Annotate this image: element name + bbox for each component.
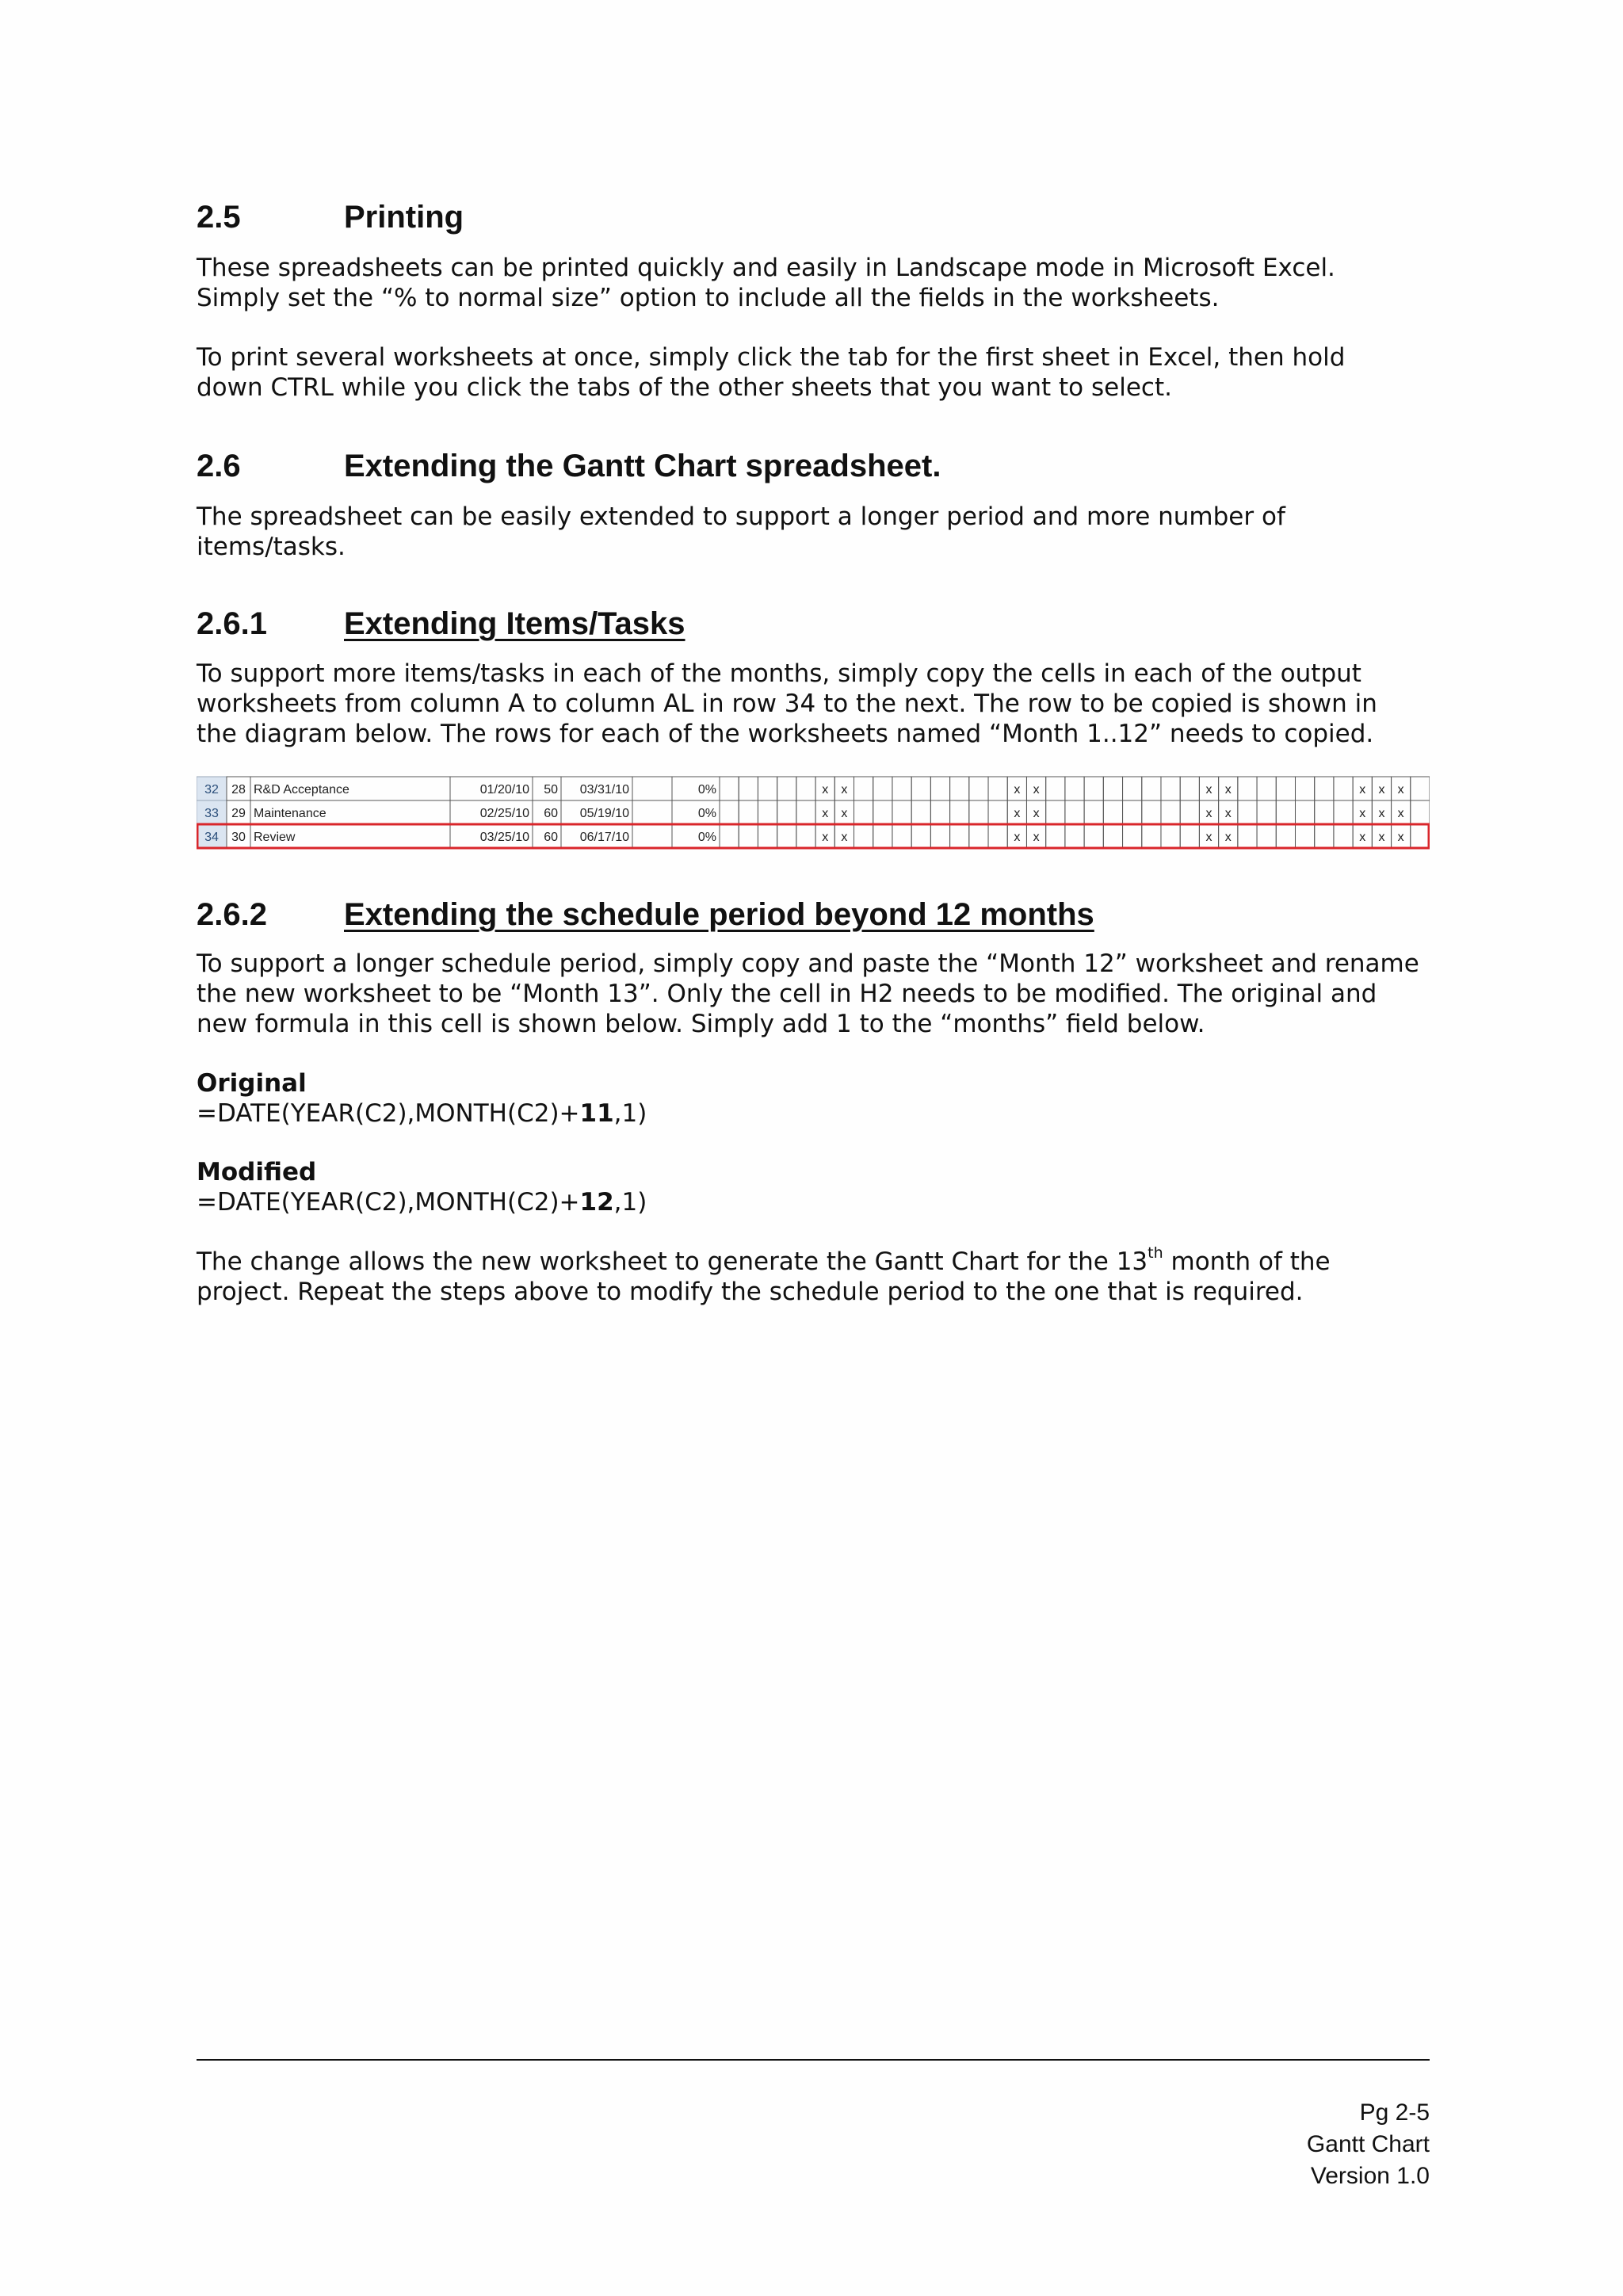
day-cell bbox=[911, 824, 930, 848]
day-cell bbox=[1257, 824, 1276, 848]
day-cell bbox=[1103, 777, 1122, 800]
closing-paragraph bbox=[197, 1244, 1433, 1307]
sheet-cell-text: 0% bbox=[697, 831, 716, 844]
day-mark: x bbox=[1378, 831, 1385, 844]
day-mark: x bbox=[1224, 807, 1232, 820]
sheet-cell-text: 0% bbox=[697, 783, 716, 797]
day-cell bbox=[1180, 800, 1199, 824]
day-mark: x bbox=[841, 807, 848, 820]
document-version: Version 1.0 bbox=[1310, 2163, 1430, 2189]
sheet-cell-text: 03/25/10 bbox=[479, 831, 529, 844]
spreadsheet-rows-image bbox=[197, 775, 1430, 851]
sheet-cell-text: 30 bbox=[231, 831, 246, 844]
day-cell bbox=[1334, 824, 1353, 848]
day-cell bbox=[1084, 800, 1103, 824]
day-cell bbox=[1295, 777, 1314, 800]
day-mark: x bbox=[1359, 783, 1366, 797]
sheet-cell-text: 28 bbox=[231, 783, 246, 797]
day-cell bbox=[1238, 824, 1257, 848]
day-mark: x bbox=[1359, 831, 1366, 844]
day-cell bbox=[1276, 800, 1295, 824]
sheet-cell-text: 34 bbox=[204, 831, 219, 844]
sheet-cell-text: 29 bbox=[231, 807, 246, 820]
heading-title: Printing bbox=[344, 200, 464, 235]
footer-rule bbox=[197, 2059, 1430, 2061]
extending-paragraph bbox=[197, 502, 1433, 562]
day-cell bbox=[720, 777, 739, 800]
day-cell bbox=[1161, 800, 1180, 824]
original-label: Original bbox=[197, 1069, 307, 1098]
day-cell bbox=[1295, 824, 1314, 848]
day-cell bbox=[1142, 777, 1161, 800]
sheet-cell-text: 06/17/10 bbox=[579, 831, 629, 844]
day-cell bbox=[1411, 800, 1430, 824]
day-mark: x bbox=[841, 783, 848, 797]
day-cell bbox=[988, 800, 1007, 824]
text-line: worksheets from column A to column AL in row 34 to the next. The row to be copied is shown in bbox=[197, 690, 1377, 718]
day-mark: x bbox=[1224, 831, 1232, 844]
printing-paragraph-2 bbox=[197, 342, 1433, 403]
day-cell bbox=[969, 800, 988, 824]
heading-title: Extending Items/Tasks bbox=[344, 606, 685, 641]
day-cell bbox=[720, 800, 739, 824]
day-cell bbox=[1180, 824, 1199, 848]
text-line: items/tasks. bbox=[197, 533, 346, 561]
day-cell bbox=[1103, 824, 1122, 848]
sheet-cell-text: 33 bbox=[204, 807, 219, 820]
day-cell bbox=[1142, 824, 1161, 848]
day-cell bbox=[777, 777, 796, 800]
text-line: The spreadsheet can be easily extended to support a longer period and more number of bbox=[197, 502, 1285, 531]
day-cell bbox=[911, 777, 930, 800]
day-cell bbox=[739, 777, 758, 800]
day-cell bbox=[950, 800, 969, 824]
heading-title: Extending the Gantt Chart spreadsheet. bbox=[344, 449, 941, 483]
sheet-cell-text: 01/20/10 bbox=[479, 783, 529, 797]
sheet-cell-text: 50 bbox=[544, 783, 558, 797]
day-cell bbox=[930, 777, 949, 800]
day-cell bbox=[1180, 777, 1199, 800]
day-mark: x bbox=[1224, 783, 1232, 797]
day-cell bbox=[969, 824, 988, 848]
day-mark: x bbox=[1033, 783, 1040, 797]
sheet-cell-text: Maintenance bbox=[254, 807, 327, 820]
day-cell bbox=[1315, 777, 1334, 800]
day-mark: x bbox=[822, 783, 829, 797]
page-number: Pg 2-5 bbox=[1359, 2099, 1430, 2126]
heading-number: 2.6.1 bbox=[197, 606, 267, 641]
day-cell bbox=[911, 800, 930, 824]
day-mark: x bbox=[1397, 807, 1404, 820]
day-cell bbox=[739, 824, 758, 848]
day-mark: x bbox=[1397, 831, 1404, 844]
printing-paragraph-1 bbox=[197, 253, 1433, 313]
day-mark: x bbox=[822, 807, 829, 820]
day-cell bbox=[1257, 800, 1276, 824]
day-mark: x bbox=[1014, 831, 1021, 844]
day-cell bbox=[1065, 800, 1084, 824]
day-cell bbox=[1046, 777, 1065, 800]
day-mark: x bbox=[1205, 807, 1212, 820]
formula-prefix: =DATE(YEAR(C2),MONTH(C2)+ bbox=[197, 1099, 580, 1128]
day-cell bbox=[1065, 777, 1084, 800]
text-line: To support a longer schedule period, simply copy and paste the “Month 12” worksheet and rename bbox=[197, 949, 1419, 978]
day-cell bbox=[1084, 777, 1103, 800]
text-line: down CTRL while you click the tabs of the other sheets that you want to select. bbox=[197, 373, 1172, 402]
day-cell bbox=[969, 777, 988, 800]
heading-number: 2.6 bbox=[197, 449, 241, 483]
day-cell bbox=[1411, 777, 1430, 800]
sheet-cell-text: 05/19/10 bbox=[579, 807, 629, 820]
day-cell bbox=[873, 824, 892, 848]
text-line: project. Repeat the steps above to modify the schedule period to the one that is required. bbox=[197, 1278, 1304, 1306]
text-line: These spreadsheets can be printed quickly and easily in Landscape mode in Microsoft Excel. bbox=[197, 254, 1335, 282]
day-cell bbox=[1046, 800, 1065, 824]
day-mark: x bbox=[1397, 783, 1404, 797]
sheet-cell-text: 60 bbox=[544, 807, 558, 820]
day-mark: x bbox=[1378, 783, 1385, 797]
day-cell bbox=[1276, 824, 1295, 848]
copied-row-highlight bbox=[197, 824, 1429, 848]
day-mark: x bbox=[841, 831, 848, 844]
day-cell bbox=[758, 824, 777, 848]
sheet-cell bbox=[632, 777, 672, 800]
day-cell bbox=[1046, 824, 1065, 848]
day-cell bbox=[892, 777, 911, 800]
day-cell bbox=[1142, 800, 1161, 824]
day-cell bbox=[1123, 777, 1142, 800]
sheet-cell-text: 32 bbox=[204, 783, 219, 797]
day-mark: x bbox=[1014, 807, 1021, 820]
day-mark: x bbox=[1033, 807, 1040, 820]
sheet-cell-text: 02/25/10 bbox=[479, 807, 529, 820]
original-formula bbox=[197, 1098, 647, 1129]
sheet-cell bbox=[632, 800, 672, 824]
day-cell bbox=[873, 800, 892, 824]
text-line: To support more items/tasks in each of the months, simply copy the cells in each of the output bbox=[197, 659, 1361, 688]
sheet-cell-text: 0% bbox=[697, 807, 716, 820]
day-cell bbox=[739, 800, 758, 824]
day-cell bbox=[777, 800, 796, 824]
day-cell bbox=[892, 824, 911, 848]
day-cell bbox=[988, 777, 1007, 800]
text-line: the diagram below. The rows for each of the worksheets named “Month 1..12” needs to copied. bbox=[197, 720, 1374, 748]
page-footer bbox=[1307, 2097, 1430, 2192]
day-cell bbox=[796, 800, 815, 824]
formula-months: 12 bbox=[579, 1188, 614, 1217]
day-cell bbox=[1238, 777, 1257, 800]
day-mark: x bbox=[1359, 807, 1366, 820]
day-cell bbox=[758, 800, 777, 824]
sheet-cell-text: Review bbox=[254, 831, 296, 844]
schedule-paragraph bbox=[197, 949, 1433, 1039]
day-cell bbox=[1084, 824, 1103, 848]
day-cell bbox=[1276, 777, 1295, 800]
day-cell bbox=[796, 777, 815, 800]
text-segment: month of the bbox=[1163, 1247, 1331, 1276]
day-cell bbox=[930, 800, 949, 824]
day-cell bbox=[1295, 800, 1314, 824]
sheet-cell-text: 03/31/10 bbox=[579, 783, 629, 797]
document-title: Gantt Chart bbox=[1306, 2131, 1430, 2157]
text-line: Simply set the “% to normal size” option to include all the fields in the worksheets. bbox=[197, 284, 1220, 312]
day-cell bbox=[892, 800, 911, 824]
day-cell bbox=[1238, 800, 1257, 824]
day-cell bbox=[796, 824, 815, 848]
day-cell bbox=[1161, 824, 1180, 848]
day-cell bbox=[1411, 824, 1430, 848]
day-cell bbox=[988, 824, 1007, 848]
day-cell bbox=[854, 824, 873, 848]
day-mark: x bbox=[822, 831, 829, 844]
day-mark: x bbox=[1205, 783, 1212, 797]
text-line: new formula in this cell is shown below. Simply add 1 to the “months” field below. bbox=[197, 1010, 1205, 1038]
heading-number: 2.6.2 bbox=[197, 897, 267, 932]
day-cell bbox=[1334, 777, 1353, 800]
heading-number: 2.5 bbox=[197, 200, 241, 235]
spreadsheet-snippet bbox=[197, 775, 1430, 851]
formula-prefix: =DATE(YEAR(C2),MONTH(C2)+ bbox=[197, 1188, 580, 1217]
modified-label: Modified bbox=[197, 1158, 317, 1186]
day-cell bbox=[758, 777, 777, 800]
text-line: the new worksheet to be “Month 13”. Only the cell in H2 needs to be modified. The original and bbox=[197, 980, 1377, 1008]
day-cell bbox=[720, 824, 739, 848]
day-mark: x bbox=[1378, 807, 1385, 820]
formula-suffix: ,1) bbox=[613, 1099, 647, 1128]
day-cell bbox=[777, 824, 796, 848]
day-cell bbox=[873, 777, 892, 800]
day-cell bbox=[1123, 824, 1142, 848]
day-cell bbox=[854, 777, 873, 800]
text-line: To print several worksheets at once, simply click the tab for the first sheet in Excel, then hold bbox=[197, 343, 1346, 372]
sheet-cell-text: R&D Acceptance bbox=[254, 783, 349, 797]
sheet-cell-text: 60 bbox=[544, 831, 558, 844]
text-line bbox=[197, 1244, 1433, 1277]
day-mark: x bbox=[1205, 831, 1212, 844]
day-cell bbox=[1065, 824, 1084, 848]
day-mark: x bbox=[1014, 783, 1021, 797]
day-cell bbox=[1334, 800, 1353, 824]
day-cell bbox=[1161, 777, 1180, 800]
day-cell bbox=[1123, 800, 1142, 824]
day-cell bbox=[854, 800, 873, 824]
day-cell bbox=[950, 824, 969, 848]
formula-months: 11 bbox=[579, 1099, 614, 1128]
day-cell bbox=[1257, 777, 1276, 800]
ordinal-suffix: th bbox=[1148, 1244, 1163, 1262]
day-cell bbox=[930, 824, 949, 848]
formula-suffix: ,1) bbox=[613, 1188, 647, 1217]
day-cell bbox=[950, 777, 969, 800]
day-cell bbox=[1315, 824, 1334, 848]
text-segment: The change allows the new worksheet to generate the Gantt Chart for the 13 bbox=[197, 1247, 1148, 1276]
items-paragraph bbox=[197, 659, 1433, 749]
day-cell bbox=[1103, 800, 1122, 824]
modified-formula bbox=[197, 1187, 647, 1217]
day-cell bbox=[1315, 800, 1334, 824]
sheet-cell bbox=[632, 824, 672, 848]
day-mark: x bbox=[1033, 831, 1040, 844]
heading-title: Extending the schedule period beyond 12 months bbox=[344, 897, 1094, 932]
